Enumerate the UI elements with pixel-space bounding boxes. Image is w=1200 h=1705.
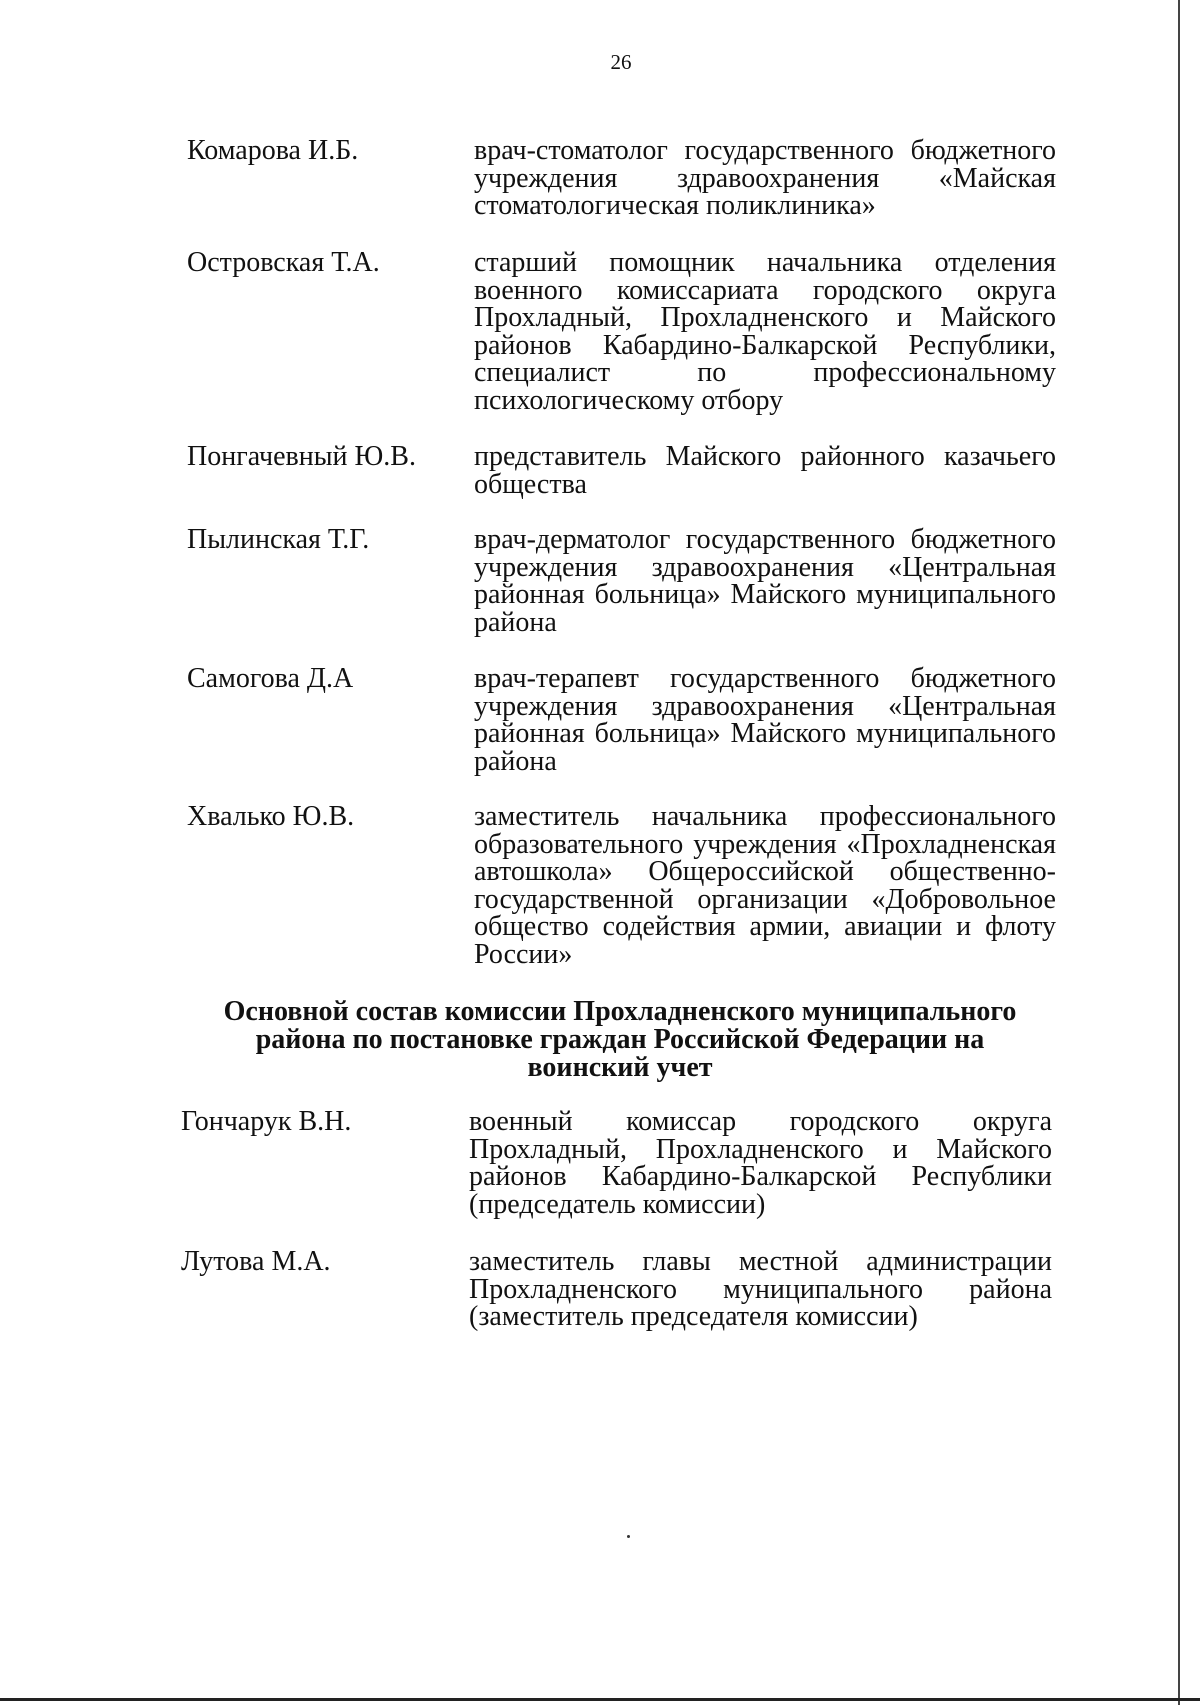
member-name: Самогова Д.А xyxy=(187,663,354,694)
section-heading xyxy=(190,998,1050,1082)
section-heading-line: района по постановке граждан Российской Федерации на xyxy=(255,1024,985,1055)
member-position: старший помощник начальника отделения военного комиссариата городского округа Прохладный, Прохладненского и Майского районов Кабардино-Балкарской Республики, специалист по профессиональному психологическому отбору xyxy=(474,247,1056,416)
page-edge-right xyxy=(1178,0,1180,1705)
page-number: 26 xyxy=(610,50,632,74)
member-name: Лутова М.А. xyxy=(181,1246,331,1277)
page-edge-bottom xyxy=(0,1698,1200,1701)
member-position: врач-стоматолог государственного бюджетного учреждения здравоохранения «Майская стоматологическая поликлиника» xyxy=(474,135,1056,221)
member-name: Комарова И.Б. xyxy=(187,135,359,166)
member-name: Понгачевный Ю.В. xyxy=(187,441,416,472)
section-heading-line: воинский учет xyxy=(527,1052,713,1083)
member-name: Хвалько Ю.В. xyxy=(187,801,355,832)
member-position: заместитель начальника профессионального образовательного учреждения «Прохладненская автошкола» Общероссийской общественно-государственной организации «Добровольное общество содействия армии, авиации и флоту России» xyxy=(474,801,1056,970)
section-heading-line: Основной состав комиссии Прохладненского муниципального xyxy=(223,996,1017,1027)
scan-speck xyxy=(627,1535,630,1538)
member-name: Островская Т.А. xyxy=(187,247,380,278)
member-position: заместитель главы местной администрации Прохладненского муниципального района (заместитель председателя комиссии) xyxy=(469,1246,1052,1332)
member-position: представитель Майского районного казачьего общества xyxy=(474,441,1056,500)
member-position: врач-дерматолог государственного бюджетного учреждения здравоохранения «Центральная районная больница» Майского муниципального района xyxy=(474,524,1056,638)
member-name: Пылинская Т.Г. xyxy=(187,524,370,555)
member-name: Гончарук В.Н. xyxy=(181,1106,352,1137)
member-position: военный комиссар городского округа Прохладный, Прохладненского и Майского районов Кабардино-Балкарской Республики (председатель комиссии) xyxy=(469,1106,1052,1220)
member-position: врач-терапевт государственного бюджетного учреждения здравоохранения «Центральная районная больница» Майского муниципального района xyxy=(474,663,1056,777)
